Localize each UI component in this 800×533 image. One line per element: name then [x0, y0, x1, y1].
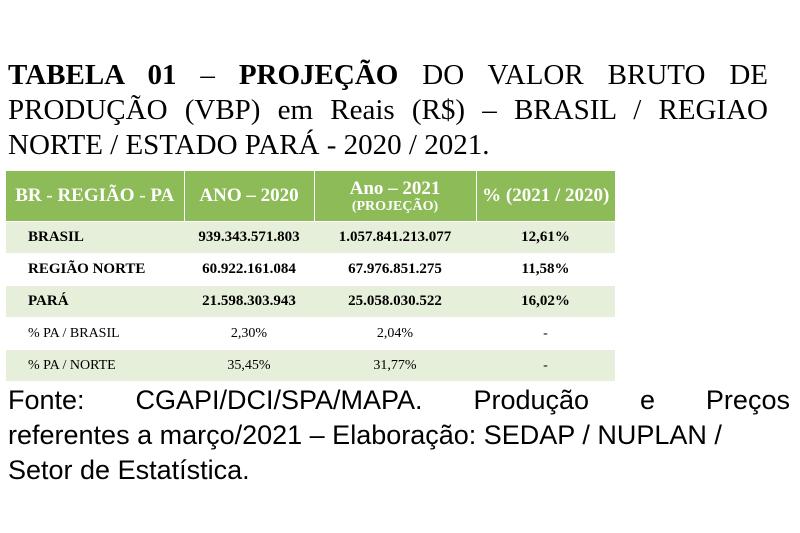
value-2020: 60.922.161.084 — [184, 254, 314, 286]
row-label: REGIÃO NORTE — [6, 254, 184, 286]
value-2021: 25.058.030.522 — [314, 286, 476, 318]
value-2020: 35,45% — [184, 350, 314, 382]
table-row — [6, 318, 615, 350]
source-word: Preços — [705, 385, 790, 415]
value-pct: - — [476, 318, 615, 350]
value-2020: 21.598.303.943 — [184, 286, 314, 318]
source-word: CGAPI/DCI/SPA/MAPA. — [135, 385, 423, 415]
source-word: e — [639, 385, 655, 415]
table-header-row — [6, 171, 615, 222]
value-2021: 1.057.841.213.077 — [314, 222, 476, 254]
table-row — [6, 254, 615, 286]
source-line-3: Setor de Estatística. — [8, 455, 250, 485]
value-2021: 31,77% — [314, 350, 476, 382]
row-label: PARÁ — [6, 286, 184, 318]
header-2020: ANO – 2020 — [184, 171, 314, 222]
value-2021: 67.976.851.275 — [314, 254, 476, 286]
source-note — [8, 383, 790, 488]
table-title — [8, 58, 768, 163]
table-row — [6, 286, 615, 318]
header-2021: Ano – 2021 (PROJEÇÃO) — [314, 171, 476, 222]
source-line-2: referentes a março/2021 – Elaboração: SEDAP / NUPLAN / — [8, 420, 722, 450]
title-rest: DO VALOR BRUTO DE PRODUÇÃO (VBP) em Reais (R$) – BRASIL / REGIAO NORTE / ESTADO PARÁ - 2020 / 2021. — [8, 59, 768, 161]
title-bold-table-number: TABELA 01 — [8, 59, 177, 91]
title-separator: – — [176, 59, 239, 91]
value-2021: 2,04% — [314, 318, 476, 350]
table-row — [6, 350, 615, 382]
row-label: BRASIL — [6, 222, 184, 254]
row-label: % PA / NORTE — [6, 350, 184, 382]
header-region: BR - REGIÃO - PA — [6, 171, 184, 222]
header-pct: % (2021 / 2020) — [476, 171, 615, 222]
value-pct: 11,58% — [476, 254, 615, 286]
value-pct: 12,61% — [476, 222, 615, 254]
table-row — [6, 222, 615, 254]
row-label: % PA / BRASIL — [6, 318, 184, 350]
source-word: Fonte: — [8, 385, 85, 415]
source-line-1 — [8, 383, 790, 418]
source-word: Produção — [473, 385, 590, 415]
value-pct: - — [476, 350, 615, 382]
vbp-table — [6, 171, 615, 381]
title-bold-projection: PROJEÇÃO — [238, 59, 399, 91]
value-2020: 2,30% — [184, 318, 314, 350]
value-2020: 939.343.571.803 — [184, 222, 314, 254]
value-pct: 16,02% — [476, 286, 615, 318]
